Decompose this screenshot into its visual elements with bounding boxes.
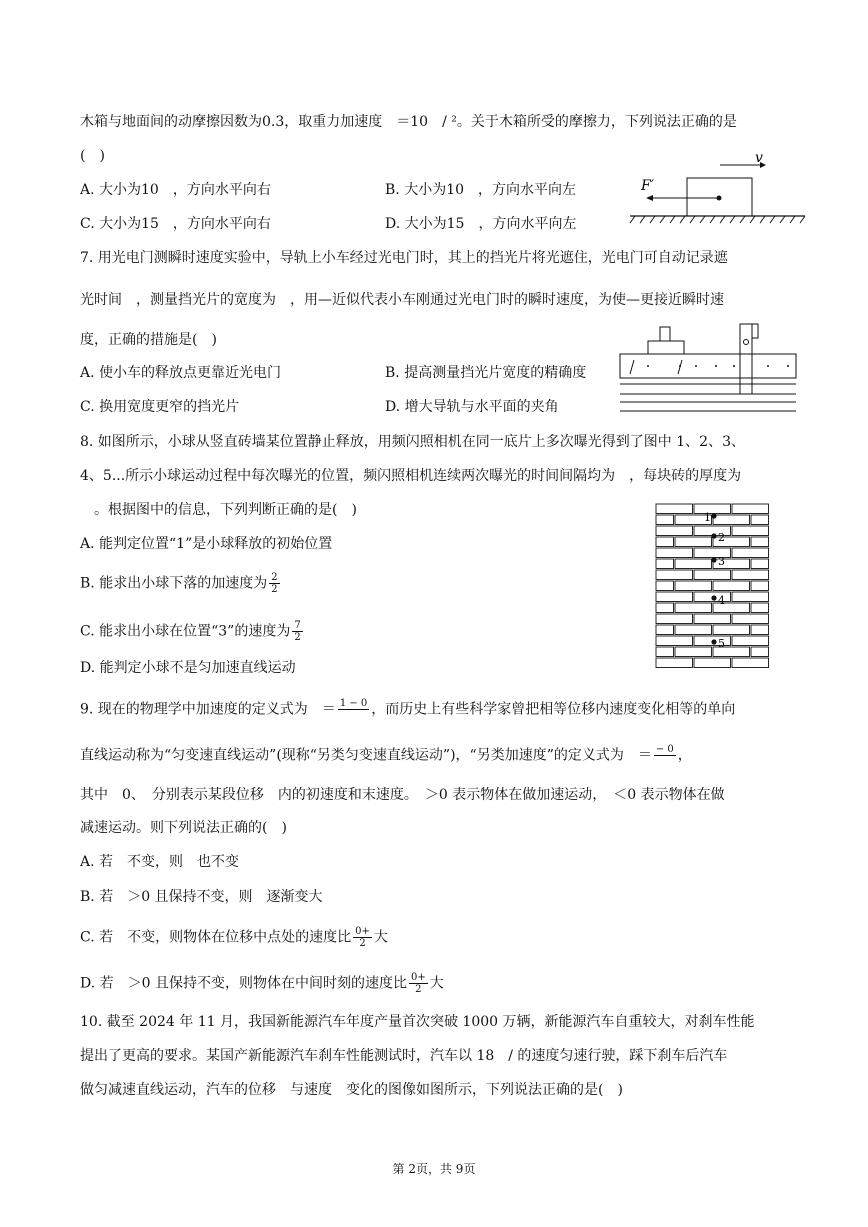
q9-option-c-fraction: $\frac{0+}{2}$ [355, 926, 370, 949]
q7-option-a: A. 使小车的释放点更靠近光电门 [80, 365, 282, 381]
q8-option-b-text: B. 能求出小球下落的加速度为 [80, 575, 268, 592]
q10-line1: 10. 截至 2024 年 11 月，我国新能源汽车年度产量首次突破 1000 万辆，新能源汽车自重较大，对刹车性能 [80, 1014, 755, 1030]
brick [694, 570, 731, 580]
q8-line1: 8. 如图所示，小球从竖直砖墙某位置静止释放，用频闪照相机在同一底片上多次曝光得到了图中 1、2、3、 [80, 434, 745, 450]
q9-option-d-fraction: $\frac{0+}{2}$ [410, 972, 426, 995]
q7-photogate-figure [618, 318, 800, 416]
q7-option-c: C. 换用宽度更窄的挡光片 [80, 399, 240, 415]
q7-line1: 7. 用光电门测瞬时速度实验中，导轨上小车经过光电门时，其上的挡光片将光遮住，光电门可自动记录遮 [80, 250, 728, 266]
q9-def-fraction-2: − 0 [655, 744, 674, 755]
q8-option-b-fraction: $\frac{2}{2}$ [271, 572, 278, 595]
q8-option-c [80, 620, 305, 643]
brick [751, 515, 769, 525]
brick [656, 515, 674, 525]
position-label-2: 2 [718, 531, 725, 544]
q8-option-c-text: C. 能求出小球在位置“3”的速度为 [80, 623, 291, 640]
position-label-4: 4 [718, 594, 725, 607]
page-footer: 第 2页，共 9页 [392, 1162, 476, 1176]
brick [656, 625, 674, 635]
brick [713, 515, 750, 525]
brick [675, 603, 712, 613]
q6-option-a: A. 大小为10 ，方向水平向右 [80, 182, 271, 198]
brick [751, 625, 769, 635]
q6-stem-line1: 木箱与地面间的动摩擦因数为0.3，取重力加速度 ＝10 / ²。关于木箱所受的摩擦力，下列说法正确的是 [80, 114, 737, 130]
brick [732, 614, 769, 624]
q8-option-c-fraction: $\frac{7}{2}$ [294, 620, 301, 643]
brick [732, 570, 769, 580]
q7-option-b: B. 提高测量挡光片宽度的精确度 [385, 365, 587, 381]
q8-option-d: D. 能判定小球不是匀加速直线运动 [80, 660, 296, 676]
brick [656, 559, 674, 569]
brick [732, 504, 769, 514]
brick [656, 504, 693, 514]
q8-line2: 4、5...所示小球运动过程中每次曝光的位置，频闪照相机连续两次曝光的时间间隔均为 ，每块砖的厚度为 [80, 468, 742, 484]
brick [732, 548, 769, 558]
q6-stem-line2: ( ) [80, 148, 105, 164]
q9-option-c: C. 若 不变，则物体在位移中点处的速度比 $\frac{0+}{2}$ 大 [80, 926, 388, 949]
brick [713, 625, 750, 635]
q6-option-d: D. 大小为15 ，方向水平向左 [385, 216, 577, 232]
q7-line3: 度，正确的措施是( ) [80, 332, 217, 348]
q9-line4: 减速运动。则下列说法正确的( ) [80, 820, 287, 836]
brick [656, 614, 693, 624]
q10-line2: 提出了更高的要求。某国产新能源汽车刹车性能测试时，汽车以 18 / 的速度匀速行驶，踩下刹车后汽车 [80, 1048, 728, 1064]
brick [656, 603, 674, 613]
brick [751, 603, 769, 613]
brick [656, 548, 693, 558]
position-label-5: 5 [718, 637, 725, 650]
brick [732, 658, 769, 668]
brick [694, 548, 731, 558]
q6-box-figure [625, 150, 810, 235]
brick [656, 570, 693, 580]
position-label-3: 3 [718, 555, 725, 568]
q8-brick-wall-figure [652, 500, 774, 676]
brick [751, 537, 769, 547]
brick [656, 636, 693, 646]
brick [656, 581, 674, 591]
brick [675, 537, 712, 547]
q8-option-b [80, 572, 282, 595]
q7-option-d: D. 增大导轨与水平面的夹角 [385, 399, 559, 415]
q8-option-a: A. 能判定位置“1”是小球释放的初始位置 [80, 536, 333, 552]
brick [751, 559, 769, 569]
brick [675, 581, 712, 591]
q9-line1: 9. 现在的物理学中加速度的定义式为 ＝ 1 − 0 ，而历史上有些科学家曾把相等位移内速度变化相等的单向 [80, 698, 735, 721]
brick [675, 647, 712, 657]
brick [713, 581, 750, 591]
brick [694, 614, 731, 624]
brick [656, 592, 693, 602]
force-label: F′ [641, 178, 654, 194]
q9-option-a: A. 若 不变，则 也不变 [80, 854, 240, 870]
q6-option-c: C. 大小为15 ，方向水平向右 [80, 216, 271, 232]
q9-line3: 其中 0、 分别表示某段位移 内的初速度和末速度。 ＞0 表示物体在做加速运动， ＜0 表示物体在做 [80, 787, 725, 803]
q9-option-b: B. 若 ＞0 且保持不变，则 逐渐变大 [80, 889, 323, 905]
q9-def-fraction-1: 1 − 0 [339, 698, 368, 709]
brick [694, 658, 731, 668]
brick [732, 526, 769, 536]
q8-line3: 。根据图中的信息，下列判断正确的是( ) [80, 502, 357, 518]
q7-line2: 光时间 ，测量挡光片的宽度为 ，用—近似代表小车刚通过光电门时的瞬时速度，为使—更接近瞬时速 [80, 292, 724, 308]
velocity-label: v [755, 150, 763, 166]
brick [694, 526, 731, 536]
q6-option-b: B. 大小为10 ，方向水平向左 [385, 182, 577, 198]
brick [732, 636, 769, 646]
brick [675, 625, 712, 635]
brick [656, 537, 674, 547]
brick [656, 658, 693, 668]
brick [675, 559, 712, 569]
position-label-1: 1 [704, 511, 711, 524]
brick [751, 581, 769, 591]
q10-line3: 做匀减速直线运动，汽车的位移 与速度 变化的图像如图所示，下列说法正确的是( ) [80, 1082, 623, 1098]
brick [656, 526, 693, 536]
q9-line2: 直线运动称为“匀变速直线运动”(现称“另类匀变速直线运动”)，“另类加速度”的定义式为 ＝ − 0 ， [80, 744, 692, 767]
brick [656, 647, 674, 657]
brick [751, 647, 769, 657]
q9-option-d: D. 若 ＞0 且保持不变，则物体在中间时刻的速度比 $\frac{0+}{2}$ 大 [80, 972, 444, 995]
brick [694, 504, 731, 514]
brick [732, 592, 769, 602]
